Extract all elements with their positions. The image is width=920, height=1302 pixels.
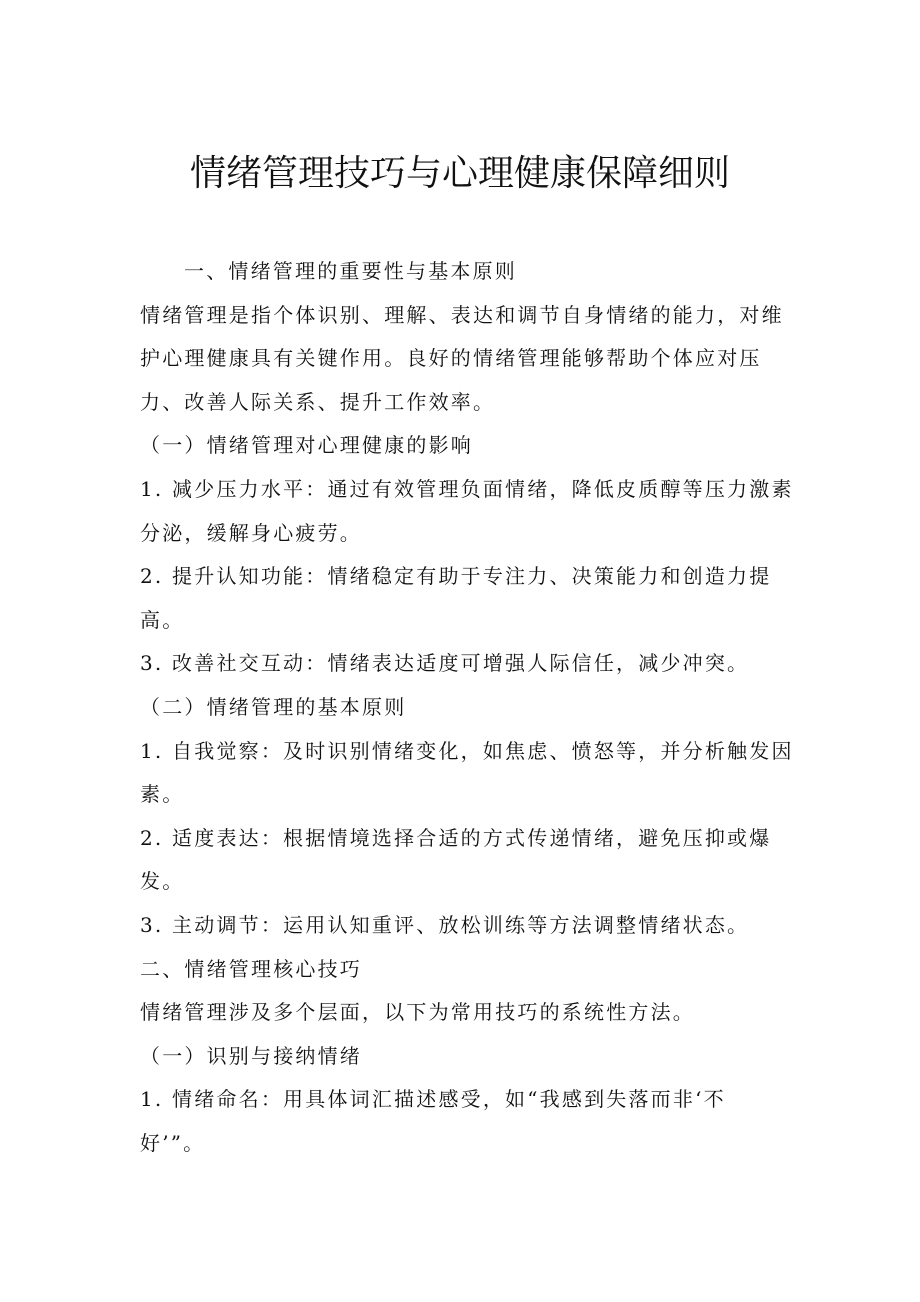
subsection-heading-1-2: （二）情绪管理的基本原则 (140, 694, 407, 719)
document-body (140, 250, 794, 1165)
subsection-heading-1-1: （一）情绪管理对心理健康的影响 (140, 433, 473, 458)
list-item-line: 1. 减少压力水平：通过有效管理负面情绪，降低皮质醇等压力激素 (140, 476, 794, 501)
list-item-line: 高。 (140, 607, 185, 632)
list-item-line: 2. 适度表达：根据情境选择合适的方式传递情绪，避免压抑或爆 (140, 825, 772, 850)
document-title: 情绪管理技巧与心理健康保障细则 (189, 153, 730, 194)
list-item-line: 发。 (140, 869, 185, 894)
list-item-line: 1. 自我觉察：及时识别情绪变化，如焦虑、愤怒等，并分析触发因 (140, 738, 794, 763)
section-heading-1: 一、情绪管理的重要性与基本原则 (184, 259, 517, 283)
list-item-line: 3. 改善社交互动：情绪表达适度可增强人际信任，减少冲突。 (140, 651, 750, 676)
list-item-line: 分泌，缓解身心疲劳。 (140, 520, 362, 545)
list-item-line: 2. 提升认知功能：情绪稳定有助于专注力、决策能力和创造力提 (140, 564, 772, 589)
section-heading-2: 二、情绪管理核心技巧 (140, 956, 362, 981)
list-item-line: 1. 情绪命名：用具体词汇描述感受，如“我感到失落而非‘不 (140, 1087, 726, 1112)
paragraph-line: 力、改善人际关系、提升工作效率。 (140, 389, 496, 414)
list-item-line: 3. 主动调节：运用认知重评、放松训练等方法调整情绪状态。 (140, 912, 750, 937)
list-item-line: 素。 (140, 782, 185, 807)
paragraph-line: 情绪管理是指个体识别、理解、表达和调节自身情绪的能力，对维 (140, 302, 784, 327)
paragraph-line: 情绪管理涉及多个层面，以下为常用技巧的系统性方法。 (140, 1000, 695, 1025)
subsection-heading-2-1: （一）识别与接纳情绪 (140, 1043, 362, 1068)
paragraph-line: 护心理健康具有关键作用。良好的情绪管理能够帮助个体应对压 (140, 346, 762, 371)
list-item-line: 好’”。 (140, 1130, 206, 1155)
